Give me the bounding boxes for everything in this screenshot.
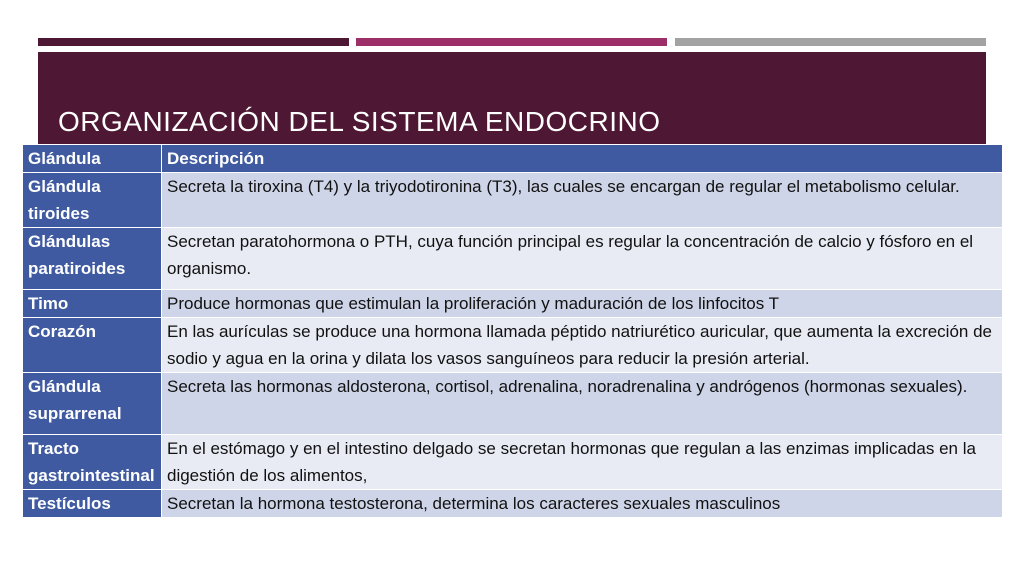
gland-description: Produce hormonas que estimulan la proliferación y maduración de los linfocitos T — [162, 290, 1003, 318]
gland-description: En las aurículas se produce una hormona llamada péptido natriurético auricular, que aumenta la excreción de sodio y agua en la orina y dilata los vasos sanguíneos para reducir la presión arterial. — [162, 318, 1003, 373]
table-row — [23, 173, 1003, 228]
table-row — [23, 435, 1003, 490]
accent-bar-gray — [675, 38, 986, 46]
gland-name: Timo — [23, 290, 162, 318]
gland-description: En el estómago y en el intestino delgado se secretan hormonas que regulan a las enzimas implicadas en la digestión de los alimentos, — [162, 435, 1003, 490]
gland-name: Glándula suprarrenal — [23, 373, 162, 435]
gland-description: Secretan paratohormona o PTH, cuya función principal es regular la concentración de calcio y fósforo en el organismo. — [162, 228, 1003, 290]
gland-name: Tracto gastrointestinal — [23, 435, 162, 490]
header-descripcion: Descripción — [162, 145, 1003, 173]
table-row — [23, 318, 1003, 373]
accent-bar-magenta — [356, 38, 667, 46]
gland-name: Glándulas paratiroides — [23, 228, 162, 290]
gland-description: Secreta las hormonas aldosterona, cortisol, adrenalina, noradrenalina y andrógenos (hormonas sexuales). — [162, 373, 1003, 435]
table-row — [23, 228, 1003, 290]
table-row — [23, 373, 1003, 435]
table-row — [23, 490, 1003, 518]
gland-description: Secretan la hormona testosterona, determina los caracteres sexuales masculinos — [162, 490, 1003, 518]
accent-bar-dark — [38, 38, 349, 46]
gland-name: Glándula tiroides — [23, 173, 162, 228]
header-glandula: Glándula — [23, 145, 162, 173]
table-header-row — [23, 145, 1003, 173]
slide-title: ORGANIZACIÓN DEL SISTEMA ENDOCRINO — [58, 106, 661, 137]
table-row — [23, 290, 1003, 318]
gland-name: Corazón — [23, 318, 162, 373]
gland-description: Secreta la tiroxina (T4) y la triyodotironina (T3), las cuales se encargan de regular el metabolismo celular. — [162, 173, 1003, 228]
endocrine-table — [22, 144, 1003, 518]
gland-name: Testículos — [23, 490, 162, 518]
